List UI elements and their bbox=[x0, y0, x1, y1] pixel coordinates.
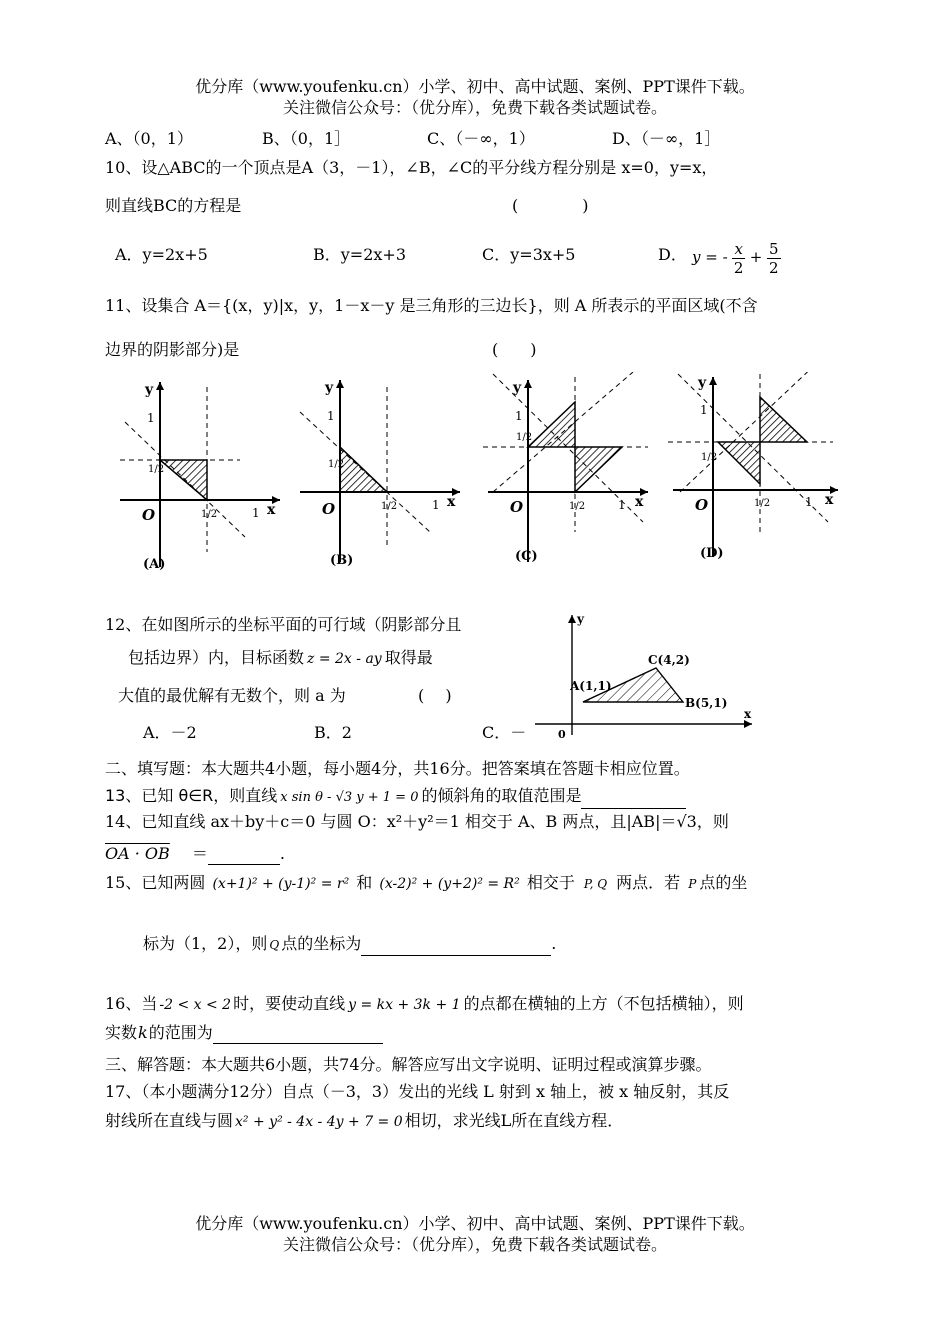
svg-text:1: 1 bbox=[327, 409, 335, 423]
q16-stem-line1: 16、当 -2 < x < 2 时，要使动直线 y = kx + 3k + 1 的点都在横轴的上方（不包括横轴），则 bbox=[105, 994, 744, 1013]
q11-graph-d bbox=[668, 372, 838, 561]
svg-text:A(1,1): A(1,1) bbox=[570, 679, 612, 693]
svg-text:B(5,1): B(5,1) bbox=[685, 696, 728, 710]
q11-label-c: (C) bbox=[515, 549, 538, 564]
q10-option-d-formula: y = - $\frac{x}{2}$ + $\frac{5}{2}$ bbox=[692, 239, 779, 277]
q11-label-d: (D) bbox=[700, 546, 724, 561]
q10-option-d-label: D． bbox=[658, 245, 687, 264]
svg-text:1: 1 bbox=[147, 411, 155, 425]
q12-option-b: B．2 bbox=[314, 723, 352, 742]
svg-text:1: 1 bbox=[515, 409, 523, 423]
q11-option-graphs bbox=[105, 372, 855, 582]
header-line1: 优分库（www.youfenku.cn）小学、初中、高中试题、案例、PPT课件下载。 bbox=[195, 77, 755, 96]
q11-stem-line2: 边界的阴影部分)是 bbox=[105, 340, 240, 359]
q14-stem-line2: OA · OB ＝ . bbox=[105, 844, 285, 863]
q11-answer-paren: ( ) bbox=[492, 340, 537, 359]
q9-option-d: D、（－∞，1］ bbox=[612, 129, 721, 148]
svg-text:1: 1 bbox=[700, 403, 708, 417]
q15-stem-line1: 15、已知两圆 (x+1)² + (y-1)² = r² 和 (x-2)² + (y+2)² = R² 相交于 P, Q 两点．若 P 点的坐 bbox=[105, 873, 748, 892]
svg-text:x: x bbox=[744, 707, 752, 721]
svg-text:x: x bbox=[447, 494, 456, 510]
q12-option-a: A．－2 bbox=[143, 723, 197, 742]
q12-option-c: C．－ bbox=[482, 723, 527, 742]
q12-stem-line2: 包括边界）内，目标函数 z = 2x - ay 取得最 bbox=[128, 648, 433, 667]
svg-text:1/2: 1/2 bbox=[754, 498, 771, 509]
q11-label-b: (B) bbox=[330, 553, 354, 568]
q13-answer-blank[interactable] bbox=[581, 792, 686, 809]
q16-answer-blank[interactable] bbox=[213, 1027, 383, 1044]
q17-stem-line1: 17、（本小题满分12分）自点（－3，3）发出的光线 L 射到 x 轴上，被 x 轴反射，其反 bbox=[105, 1082, 730, 1101]
svg-text:1/2: 1/2 bbox=[701, 452, 718, 463]
svg-text:y: y bbox=[513, 380, 522, 396]
q11-graph-b bbox=[300, 380, 460, 568]
header-line2: 关注微信公众号：（优分库），免费下载各类试题试卷。 bbox=[282, 98, 667, 117]
svg-text:1: 1 bbox=[432, 498, 440, 512]
q11-label-a: (A) bbox=[143, 557, 166, 572]
svg-text:1/2: 1/2 bbox=[201, 509, 218, 520]
q15-stem-line2: 标为（1，2），则 Q 点的坐标为 . bbox=[143, 933, 556, 956]
q9-option-b: B、（0，1］ bbox=[262, 129, 351, 148]
q11-graph-c bbox=[483, 372, 648, 564]
q11-graph-a bbox=[120, 382, 280, 572]
footer-line2: 关注微信公众号：（优分库），免费下载各类试题试卷。 bbox=[282, 1235, 667, 1254]
svg-text:O: O bbox=[695, 496, 709, 514]
q12-answer-paren: ( ) bbox=[418, 686, 452, 705]
q15-answer-blank[interactable] bbox=[361, 939, 551, 956]
svg-text:O: O bbox=[510, 498, 524, 516]
svg-text:C(4,2): C(4,2) bbox=[648, 653, 690, 667]
svg-text:1: 1 bbox=[252, 506, 260, 520]
q10-stem-line1: 10、设△ABC的一个顶点是A（3，－1），∠B，∠C的平分线方程分别是 x=0，y=x， bbox=[105, 158, 718, 177]
svg-text:y: y bbox=[577, 612, 584, 626]
svg-text:0: 0 bbox=[558, 728, 566, 741]
q12-stem-line1: 12、在如图所示的坐标平面的可行域（阴影部分且 bbox=[105, 615, 462, 634]
q10-option-c: C．y=3x+5 bbox=[482, 245, 576, 264]
svg-text:y: y bbox=[698, 375, 707, 391]
svg-text:x: x bbox=[635, 494, 644, 510]
q10-stem-line2: 则直线BC的方程是 bbox=[105, 196, 242, 215]
svg-text:1/2: 1/2 bbox=[516, 432, 533, 443]
svg-text:y: y bbox=[145, 382, 154, 398]
section2-heading: 二、填写题：本大题共4小题，每小题4分，共16分。把答案填在答题卡相应位置。 bbox=[105, 759, 690, 778]
q9-option-a: A、（0，1） bbox=[105, 129, 193, 148]
svg-text:1/2: 1/2 bbox=[569, 501, 586, 512]
q10-answer-paren: ( ) bbox=[512, 196, 589, 215]
q16-stem-line2: 实数k的范围为 bbox=[105, 1022, 383, 1044]
footer-line1: 优分库（www.youfenku.cn）小学、初中、高中试题、案例、PPT课件下载。 bbox=[195, 1214, 755, 1233]
section3-heading: 三、解答题：本大题共6小题，共74分。解答应写出文字说明、证明过程或演算步骤。 bbox=[105, 1055, 712, 1074]
svg-text:1/2: 1/2 bbox=[328, 459, 345, 470]
q14-answer-blank[interactable] bbox=[208, 848, 280, 865]
svg-text:1: 1 bbox=[805, 495, 813, 509]
q12-stem-line3: 大值的最优解有无数个，则 a 为 bbox=[118, 686, 346, 705]
svg-text:x: x bbox=[825, 492, 834, 508]
q13-stem: 13、已知 θ∈R，则直线 x sin θ - √3 y + 1 = 0 的倾斜角的取值范围是 bbox=[105, 785, 686, 809]
svg-text:y: y bbox=[325, 380, 334, 396]
svg-text:O: O bbox=[322, 500, 336, 518]
svg-text:1/2: 1/2 bbox=[148, 464, 165, 475]
q11-stem-line1: 11、设集合 A＝{(x，y)|x，y，1－x－y 是三角形的三边长}，则 A 所表示的平面区域(不含 bbox=[105, 296, 758, 315]
q10-option-b: B．y=2x+3 bbox=[313, 245, 406, 264]
q14-stem-line1: 14、已知直线 ax＋by＋c＝0 与圆 O：x²＋y²＝1 相交于 A、B 两点，且|AB|＝√3，则 bbox=[105, 812, 729, 831]
q10-option-a: A．y=2x+5 bbox=[115, 245, 208, 264]
q9-option-c: C、（－∞，1） bbox=[427, 129, 535, 148]
svg-text:O: O bbox=[142, 506, 156, 524]
q12-feasible-region-figure bbox=[530, 610, 760, 745]
svg-text:1/2: 1/2 bbox=[381, 501, 398, 512]
svg-text:x: x bbox=[267, 502, 276, 518]
q17-stem-line2: 射线所在直线与圆 x² + y² - 4x - 4y + 7 = 0 相切，求光线L所在直线方程． bbox=[105, 1111, 624, 1130]
svg-text:1: 1 bbox=[618, 498, 626, 512]
